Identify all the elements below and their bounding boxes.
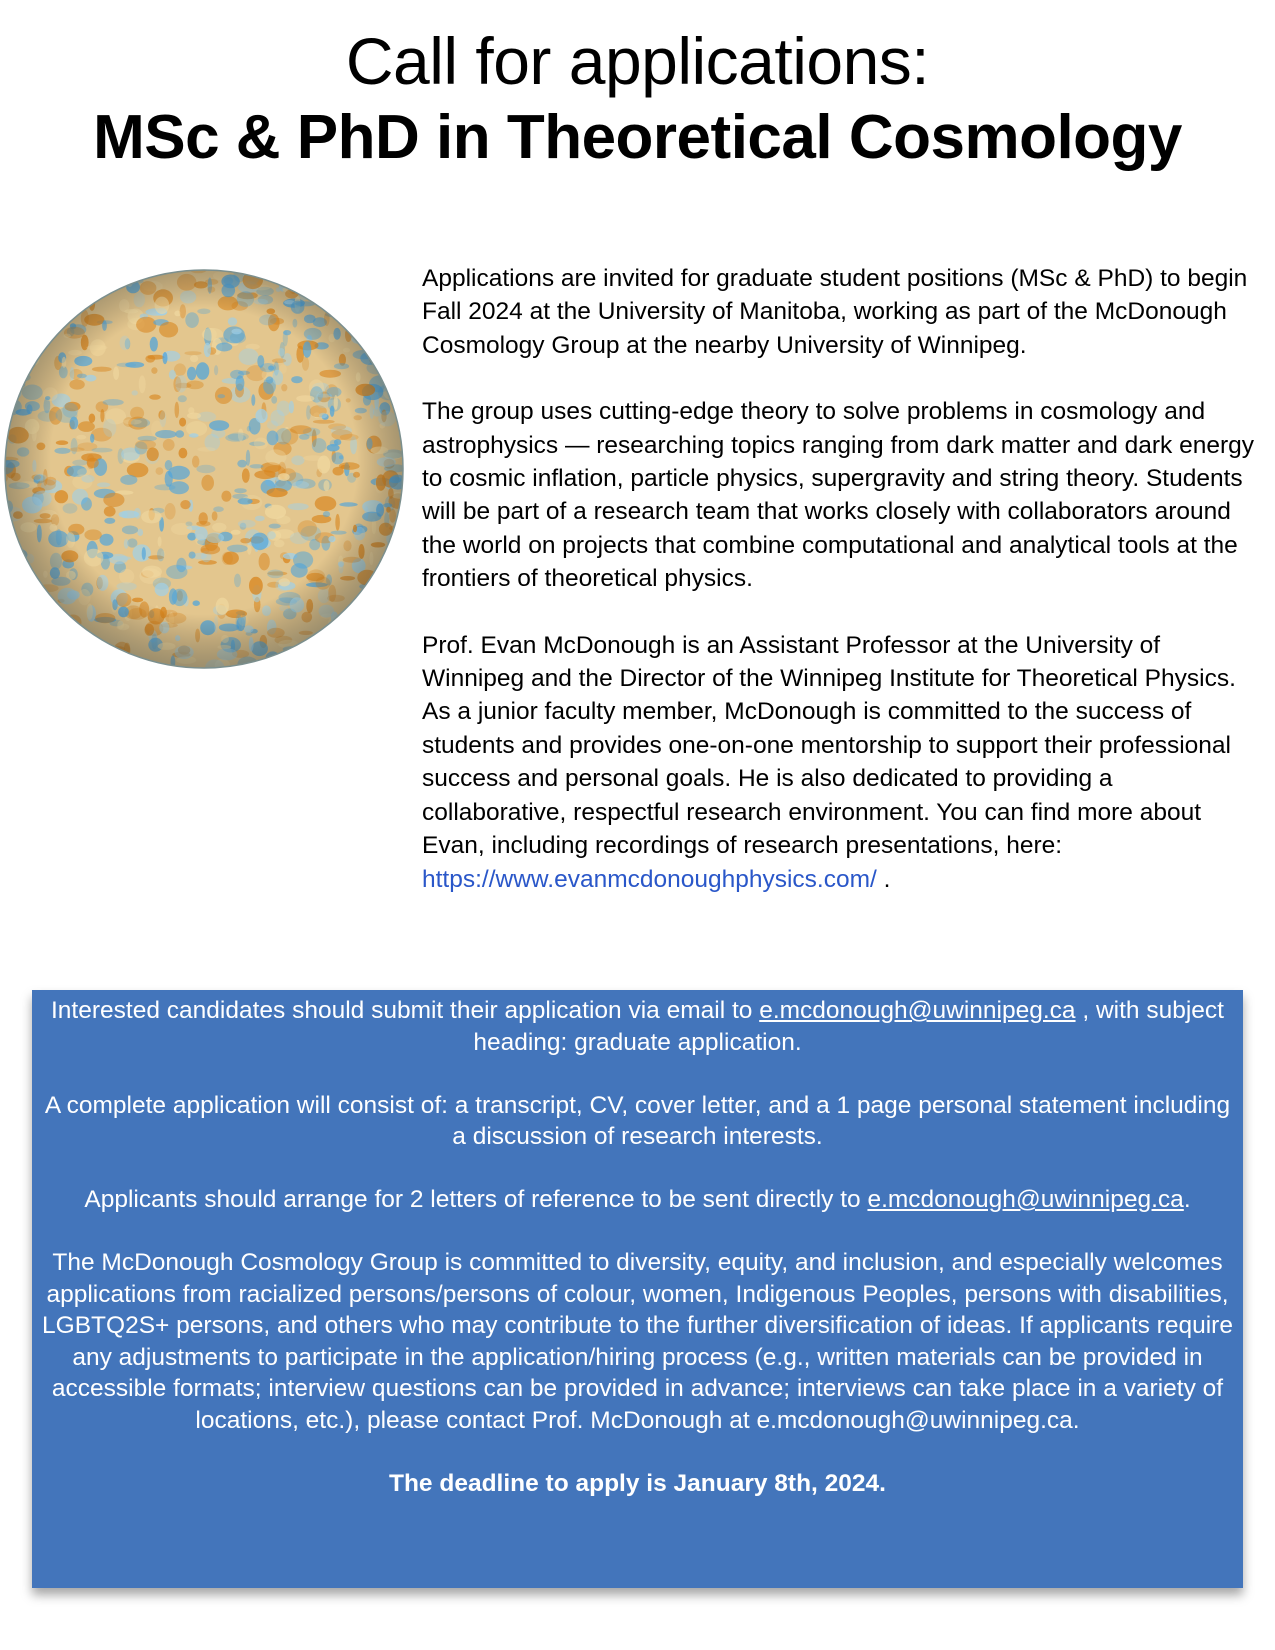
references-paragraph xyxy=(42,1184,1233,1216)
description xyxy=(422,262,1260,929)
cmb-sky-globe-icon xyxy=(4,269,404,669)
application-box xyxy=(32,990,1243,1588)
title-line-2: MSc & PhD in Theoretical Cosmology xyxy=(93,103,1182,172)
submission-paragraph xyxy=(42,995,1233,1058)
submission-end: , with subject heading: graduate application. xyxy=(473,997,1224,1056)
submission-text: Interested candidates should submit their application via email to xyxy=(51,997,760,1024)
title-line-1: Call for applications: xyxy=(345,24,930,98)
deadline-text: The deadline to apply is January 8th, 2024. xyxy=(389,1469,886,1497)
references-end: . xyxy=(1183,1186,1191,1213)
supervisor-text: Prof. Evan McDonough is an Assistant Professor at the University of Winnipeg and the Director of the Winnipeg Institute for Theoretical Physics. As a junior faculty member, McDonough is committed to the success of students and provides one-on-one mentorship to support their professional success and personal goals. He is also dedicated to providing a collaborative, respectful research environment. You can find more about Evan, including recordings of research presentations, here: xyxy=(422,631,1236,860)
supervisor-end: . xyxy=(876,865,891,893)
reference-email-link[interactable]: e.mcdonough@uwinnipeg.ca xyxy=(867,1186,1184,1213)
requirements-paragraph: A complete application will consist of: a transcript, CV, cover letter, and a 1 page personal statement including a discussion of research interests. xyxy=(44,1091,1231,1150)
website-link[interactable]: https://www.evanmcdonoughphysics.com/ xyxy=(422,865,877,893)
references-text: Applicants should arrange for 2 letters of reference to be sent directly to xyxy=(84,1186,868,1213)
page-title xyxy=(0,22,1275,176)
diversity-paragraph: The McDonough Cosmology Group is committed to diversity, equity, and inclusion, and especially welcomes applications from racialized persons/persons of colour, women, Indigenous Peoples, persons with disabilities, LGBTQ2S+ persons, and others who may contribute to the further diversification of ideas. If applicants require any adjustments to participate in the application/hiring process (e.g., written materials can be provided in accessible formats; interview questions can be provided in advance; interviews can take place in a variety of locations, etc.), please contact Prof. McDonough at e.mcdonough@uwinnipeg.ca. xyxy=(42,1249,1233,1434)
intro-paragraph: Applications are invited for graduate student positions (MSc & PhD) to begin Fall 2024 at the University of Manitoba, working as part of the McDonough Cosmology Group at the nearby University of Winnipeg. xyxy=(422,265,1248,359)
research-paragraph: The group uses cutting-edge theory to solve problems in cosmology and astrophysics — researching topics ranging from dark matter and dark energy to cosmic inflation, particle physics, supergravity and string theory. Students will be part of a research team that works closely with collaborators around the world on projects that combine computational and analytical tools at the frontiers of theoretical physics. xyxy=(422,398,1255,593)
supervisor-paragraph xyxy=(422,629,1260,896)
email-link[interactable]: e.mcdonough@uwinnipeg.ca xyxy=(759,997,1076,1024)
